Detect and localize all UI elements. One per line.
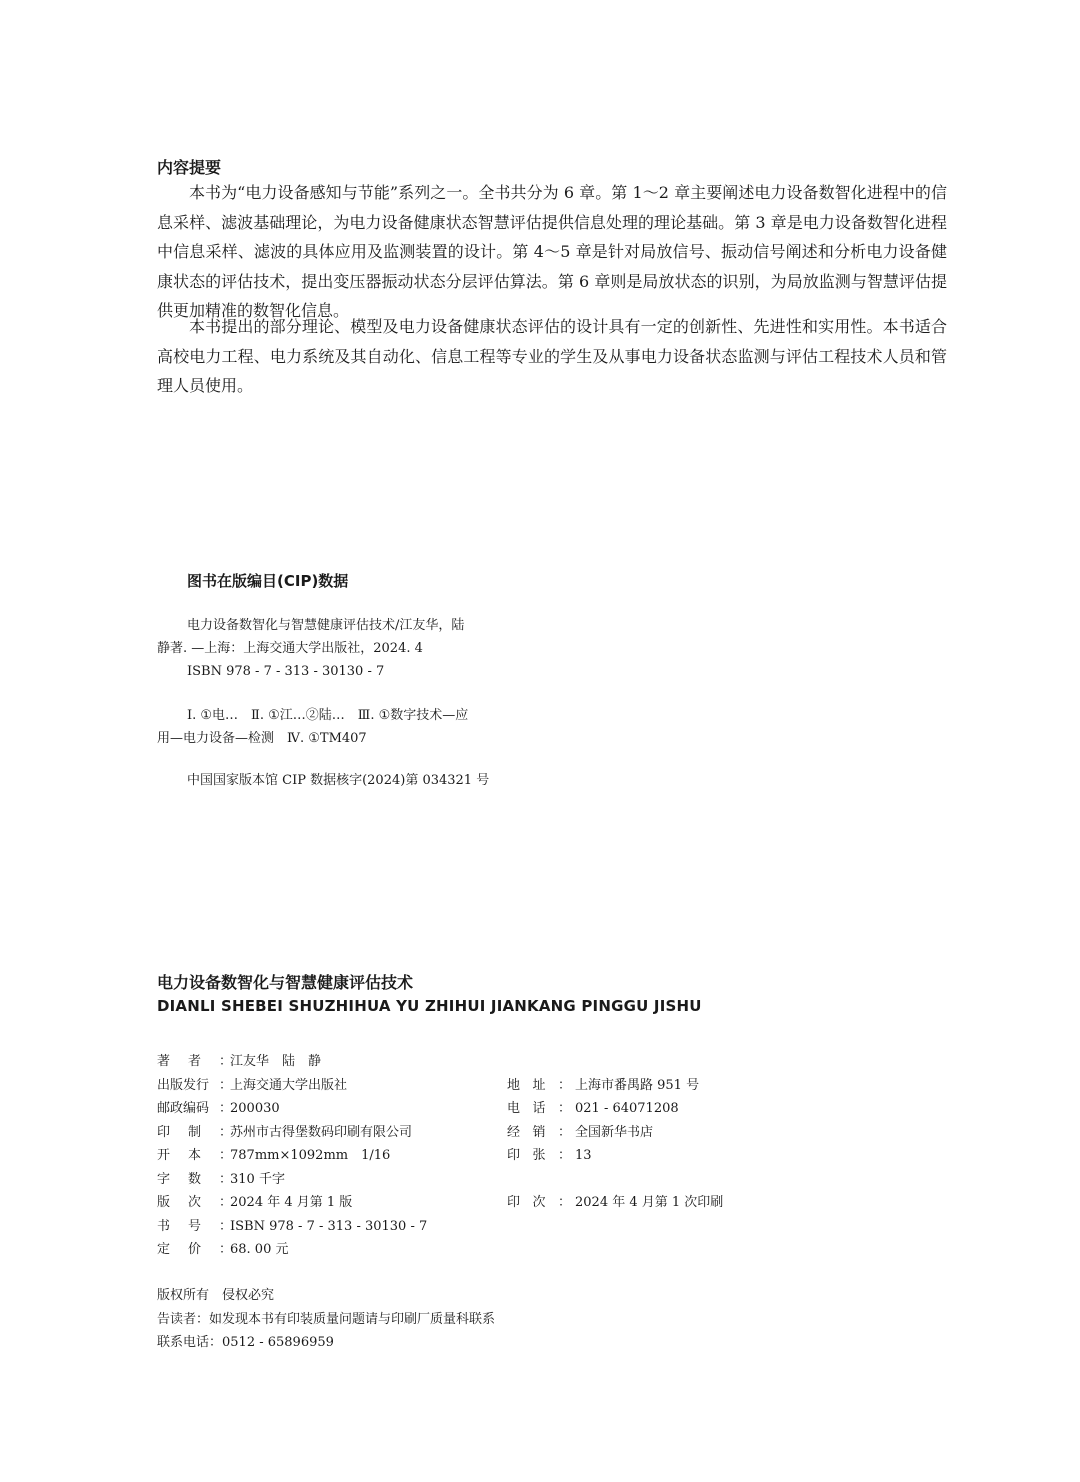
info-value: 苏州市古得堡数码印刷有限公司 [230, 1124, 413, 1140]
info-colon: ： [218, 1124, 232, 1140]
cip-catalog-entry [157, 614, 517, 683]
cip-line: 静著. —上海：上海交通大学出版社，2024. 4 [157, 641, 423, 656]
cip-heading: 图书在版编目(CIP)数据 [187, 572, 349, 590]
info-label-text: 印 [157, 1124, 171, 1140]
info-value: 上海市番禺路 951 号 [575, 1077, 700, 1093]
info-label-text: 者 [187, 1054, 201, 1069]
info-colon: ： [218, 1218, 232, 1234]
info-colon: ： [557, 1101, 571, 1116]
info-label [507, 1097, 571, 1121]
cip-classification [157, 704, 537, 750]
cip-line: 用—电力设备—检测 Ⅳ. ①TM407 [157, 731, 367, 746]
info-label [507, 1191, 571, 1215]
contact-phone: 联系电话：0512 - 65896959 [157, 1335, 334, 1350]
info-label [507, 1074, 571, 1098]
info-label-text: 著 [157, 1054, 171, 1069]
info-label [157, 1074, 232, 1098]
info-value: ISBN 978 - 7 - 313 - 30130 - 7 [230, 1218, 428, 1234]
info-label [157, 1238, 232, 1262]
info-label-text: 印 [507, 1148, 521, 1163]
cip-record-number: 中国国家版本馆 CIP 数据核字(2024)第 034321 号 [187, 773, 490, 788]
info-colon: ： [218, 1171, 232, 1187]
info-value: 310 千字 [230, 1171, 285, 1187]
info-label-text: 数 [187, 1171, 201, 1187]
info-label-text: 出版发行 [157, 1077, 210, 1093]
rights-notice: 版权所有 侵权必究 [157, 1288, 275, 1303]
info-colon: ： [557, 1077, 571, 1093]
info-value: 13 [575, 1148, 592, 1163]
info-colon: ： [557, 1195, 571, 1210]
info-label [507, 1121, 571, 1145]
info-colon: ： [557, 1148, 571, 1163]
cip-line: ISBN 978 - 7 - 313 - 30130 - 7 [187, 664, 385, 679]
info-label [157, 1144, 232, 1168]
summary-heading: 内容提要 [157, 158, 222, 177]
info-label-text: 话 [532, 1101, 546, 1116]
info-value: 江友华 陆 静 [230, 1054, 322, 1069]
info-colon: ： [218, 1054, 232, 1069]
info-value: 787mm×1092mm 1/16 [230, 1148, 391, 1163]
info-label-text: 开 [157, 1148, 171, 1163]
info-label-text: 版 [157, 1195, 171, 1210]
info-colon: ： [218, 1242, 232, 1257]
info-label-text: 次 [532, 1195, 546, 1210]
info-label-text: 销 [532, 1124, 546, 1140]
info-label-text: 制 [187, 1124, 201, 1140]
info-colon: ： [218, 1148, 232, 1163]
info-label [507, 1144, 571, 1168]
info-label-text: 次 [187, 1195, 201, 1210]
summary-paragraph: 本书为“电力设备感知与节能”系列之一。全书共分为 6 章。第 1～2 章主要阐述电力设备数智化进程中的信息采样、滤波基础理论，为电力设备健康状态智慧评估提供信息处理的理论基础。第 3 章是电力设备数智化进程中信息采样、滤波的具体应用及监测装置的设计。第 4～5 章是针对局放信号、振动信号阐述和分析电力设备健康状态的评估技术，提出变压器振动状态分层评估算法。第 6 章则是局放状态的识别，为局放监测与智慧评估提供更加精准的数智化信息。 [157, 183, 947, 320]
info-colon: ： [218, 1195, 232, 1210]
info-value: 全国新华书店 [575, 1124, 654, 1140]
info-label [157, 1215, 232, 1239]
info-label-text: 定 [157, 1242, 171, 1257]
cip-line: Ⅰ. ①电… Ⅱ. ①江…②陆… Ⅲ. ①数字技术—应 [187, 708, 469, 723]
info-label-text: 价 [187, 1242, 201, 1257]
book-title: 电力设备数智化与智慧健康评估技术 [157, 973, 414, 992]
info-label-text: 电 [507, 1101, 521, 1116]
info-label [157, 1121, 232, 1145]
info-label-text: 字 [157, 1171, 171, 1187]
copyright-footer [157, 1284, 495, 1355]
info-colon: ： [218, 1101, 232, 1116]
info-value: 2024 年 4 月第 1 次印刷 [575, 1195, 724, 1210]
info-label-text: 地 [507, 1077, 521, 1093]
info-colon: ： [218, 1077, 232, 1093]
summary-paragraph: 本书提出的部分理论、模型及电力设备健康状态评估的设计具有一定的创新性、先进性和实用性。本书适合高校电力工程、电力系统及其自动化、信息工程等专业的学生及从事电力设备状态监测与评估工程技术人员和管理人员使用。 [157, 317, 947, 395]
info-colon: ： [557, 1124, 571, 1140]
info-value: 200030 [230, 1101, 280, 1116]
info-label-text: 书 [157, 1218, 171, 1234]
info-label-text: 号 [187, 1218, 201, 1234]
info-label-text: 经 [507, 1124, 521, 1140]
info-value: 68. 00 元 [230, 1242, 289, 1257]
info-label [157, 1050, 232, 1074]
info-label [157, 1191, 232, 1215]
reader-notice: 告读者：如发现本书有印装质量问题请与印刷厂质量科联系 [157, 1311, 496, 1327]
info-label-text: 址 [532, 1077, 546, 1093]
info-value: 2024 年 4 月第 1 版 [230, 1195, 353, 1210]
info-label [157, 1168, 232, 1192]
info-label-text: 邮政编码 [157, 1101, 210, 1116]
info-value: 021 - 64071208 [575, 1101, 679, 1116]
info-label-text: 印 [507, 1195, 521, 1210]
info-value: 上海交通大学出版社 [230, 1077, 348, 1093]
cip-line: 电力设备数智化与智慧健康评估技术/江友华，陆 [187, 618, 465, 633]
info-label [157, 1097, 232, 1121]
info-label-text: 张 [532, 1148, 546, 1163]
info-label-text: 本 [187, 1148, 201, 1163]
book-title-pinyin: DIANLI SHEBEI SHUZHIHUA YU ZHIHUI JIANKANG PINGGU JISHU [157, 997, 702, 1015]
